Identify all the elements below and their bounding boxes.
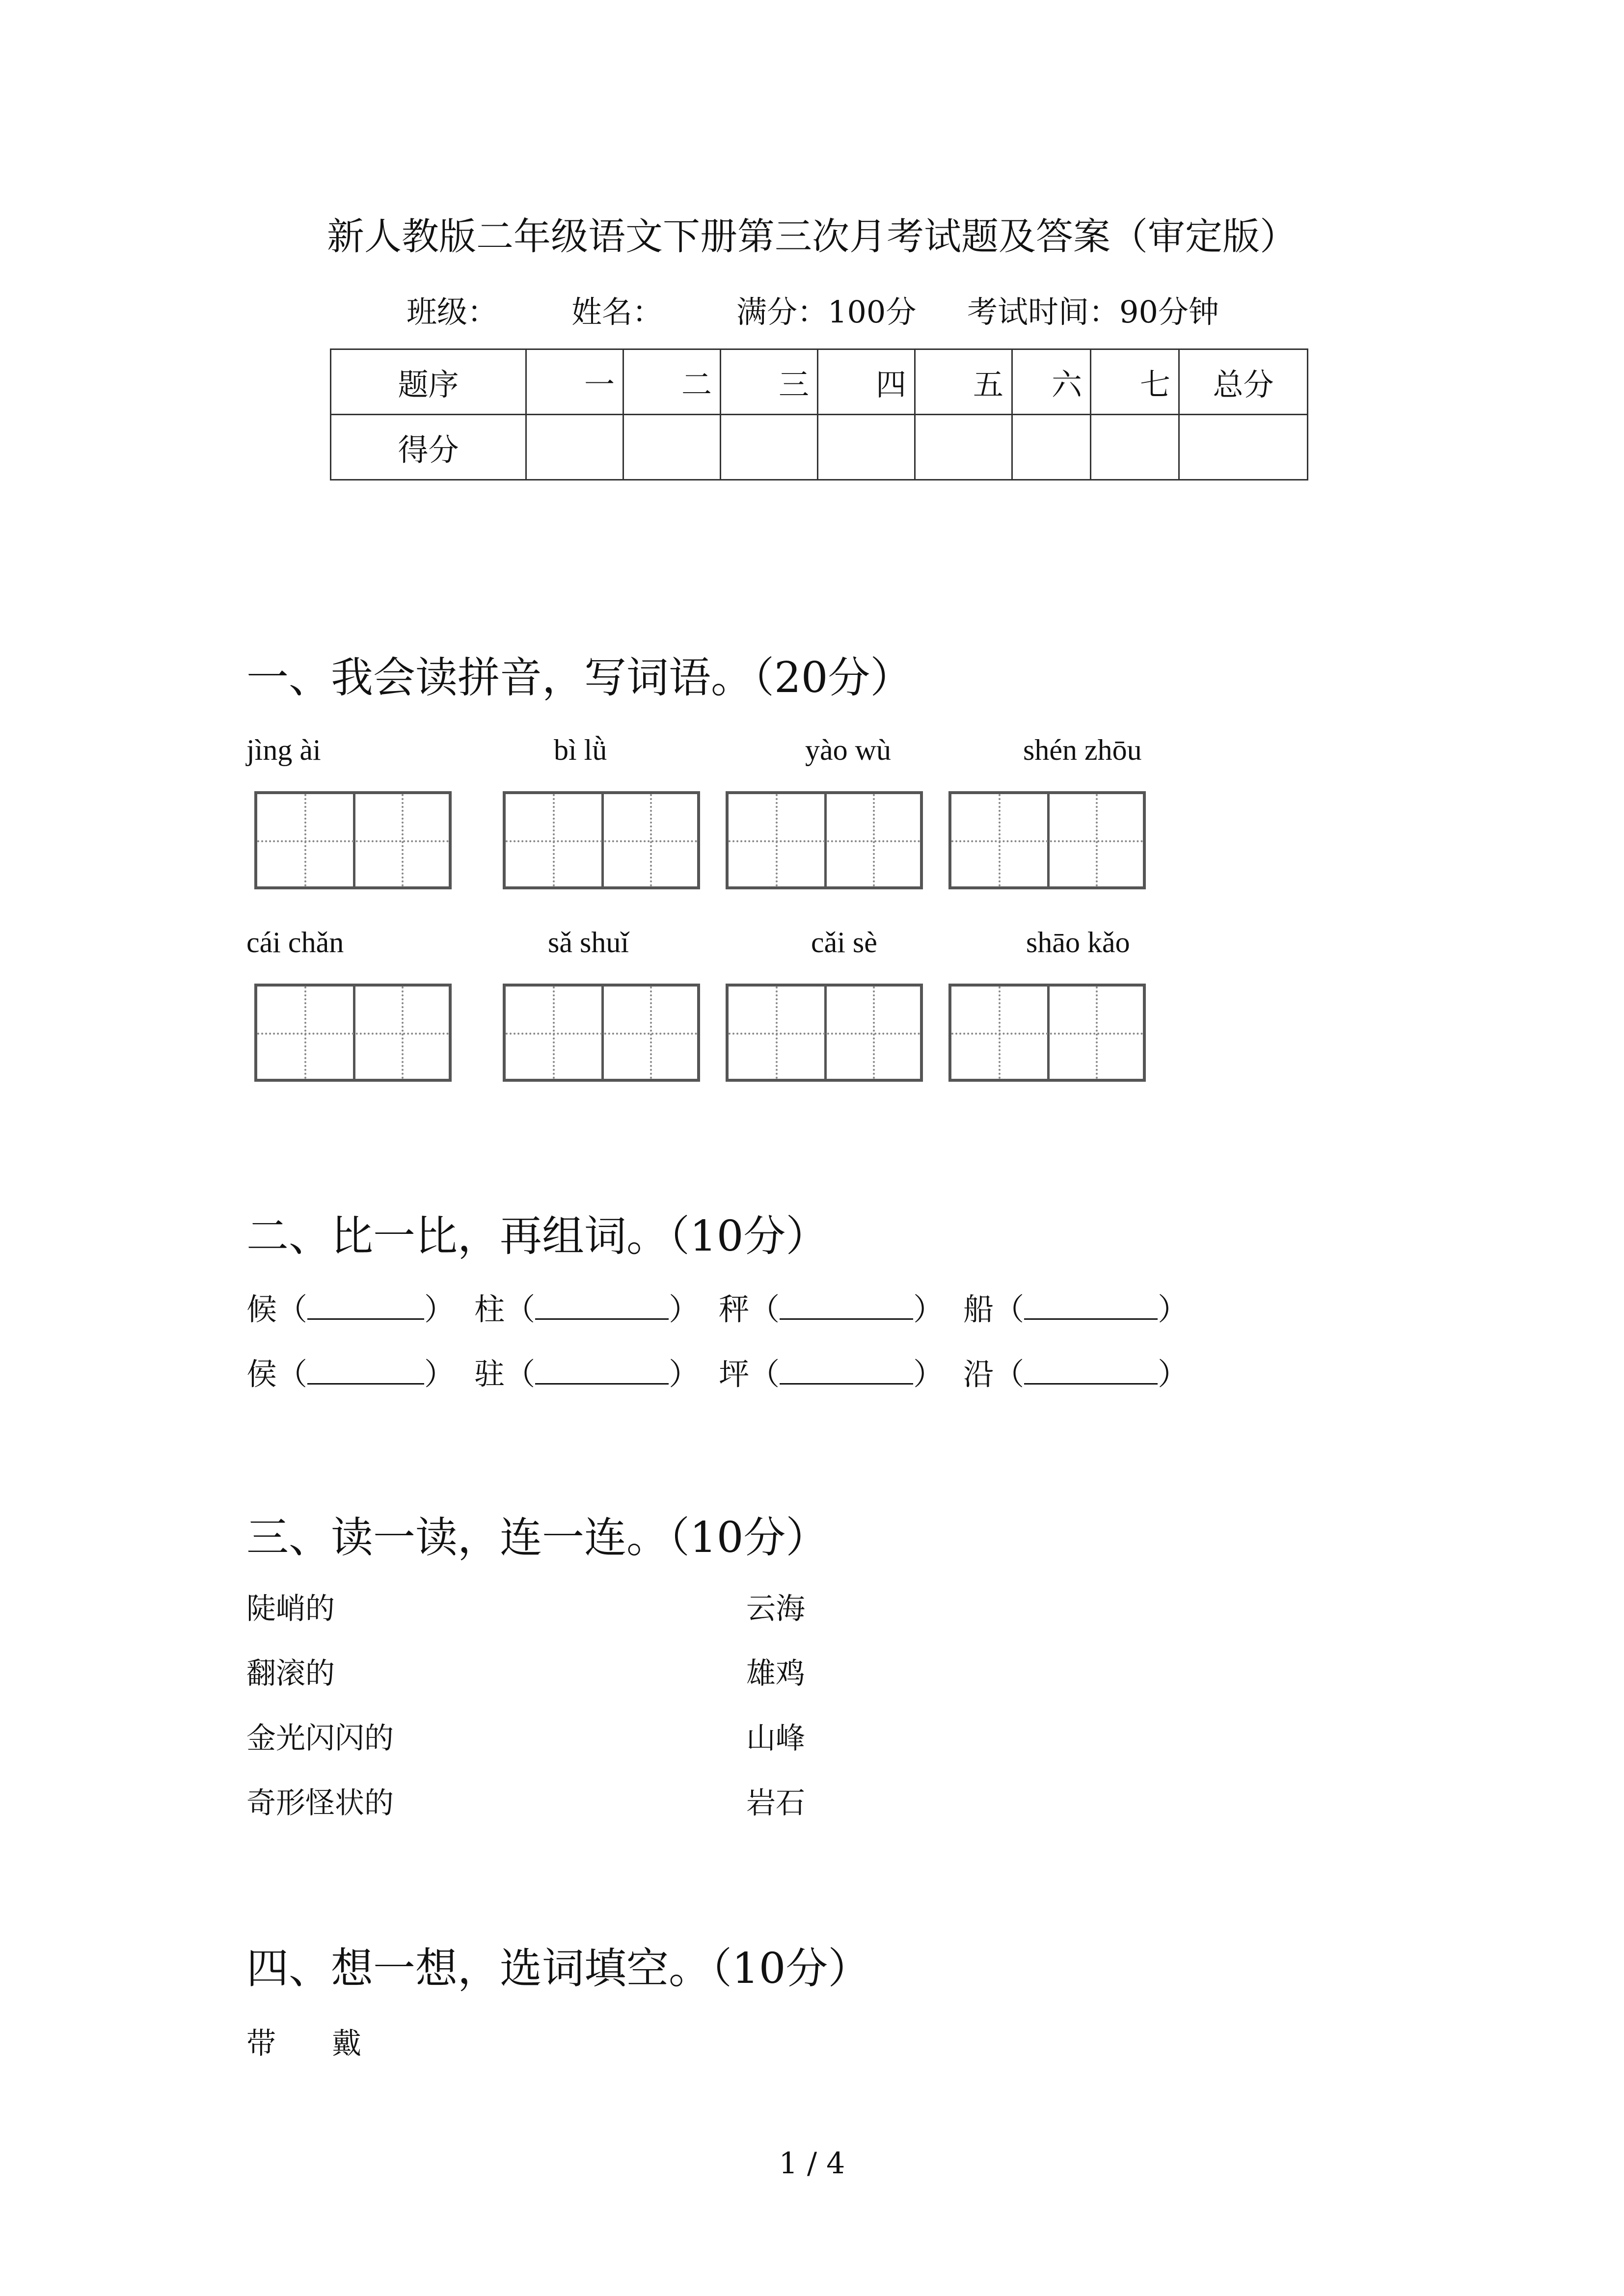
section-3-title: 三、读一读，连一连。（10分） (246, 1513, 828, 1562)
char-2: 柱 (474, 1291, 505, 1327)
col-4: 四 (818, 349, 915, 415)
char-5: 侯 (246, 1356, 277, 1392)
answer-blank[interactable] (1024, 1289, 1158, 1320)
col-1: 一 (526, 349, 623, 415)
score-table (330, 348, 1308, 481)
total-label: 总分 (1179, 349, 1308, 415)
pinyin-2: bì lǜ (554, 734, 607, 766)
name-label: 姓名： (571, 294, 663, 330)
writing-grid[interactable] (948, 984, 1146, 1082)
col-6: 六 (1012, 349, 1091, 415)
score-cell[interactable] (1179, 415, 1308, 480)
match-left-2[interactable]: 翻滚的 (246, 1656, 335, 1691)
paren-open: （ (277, 1356, 308, 1392)
section-2-title: 二、比一比，再组词。（10分） (246, 1212, 828, 1261)
paren-open: （ (994, 1291, 1025, 1327)
score-label: 得分 (331, 415, 526, 480)
pinyin-4: shén zhōu (1023, 734, 1142, 766)
pinyin-6: sǎ shuǐ (548, 926, 629, 959)
writing-grid[interactable] (726, 791, 923, 889)
score-cell[interactable] (721, 415, 818, 480)
class-label: 班级： (406, 294, 498, 330)
word-option-1: 带 (246, 2027, 276, 2061)
writing-grid[interactable] (503, 791, 700, 889)
paren-close: ） (424, 1291, 455, 1327)
word-option-2: 戴 (332, 2027, 361, 2061)
answer-blank[interactable] (535, 1289, 669, 1320)
score-cell[interactable] (915, 415, 1012, 480)
pinyin-7: cǎi sè (811, 926, 877, 959)
pinyin-5: cái chǎn (246, 926, 344, 959)
paren-close: ） (913, 1291, 944, 1327)
writing-grid[interactable] (948, 791, 1146, 889)
answer-blank[interactable] (1024, 1354, 1158, 1385)
paren-close: ） (669, 1356, 700, 1392)
writing-grid[interactable] (254, 791, 452, 889)
answer-blank[interactable] (780, 1354, 913, 1385)
paren-close: ） (1158, 1291, 1189, 1327)
answer-blank[interactable] (307, 1354, 424, 1385)
answer-blank[interactable] (780, 1289, 913, 1320)
score-table-header-row (331, 349, 1308, 415)
answer-blank[interactable] (307, 1289, 424, 1320)
score-cell[interactable] (623, 415, 721, 480)
match-right-1[interactable]: 云海 (746, 1592, 805, 1626)
paren-close: ） (669, 1291, 700, 1327)
paren-open: （ (749, 1291, 780, 1327)
paren-open: （ (749, 1356, 780, 1392)
char-3: 秤 (719, 1291, 750, 1327)
pinyin-3: yào wù (805, 734, 891, 766)
match-right-4[interactable]: 岩石 (746, 1786, 805, 1820)
section-4-title: 四、想一想，选词填空。（10分） (246, 1944, 870, 1993)
score-cell[interactable] (1012, 415, 1091, 480)
full-score-label: 满分：100分 (736, 294, 917, 330)
score-cell[interactable] (1091, 415, 1179, 480)
paren-close: ） (1158, 1356, 1189, 1392)
match-left-4[interactable]: 奇形怪状的 (246, 1786, 394, 1820)
writing-grid[interactable] (254, 984, 452, 1082)
writing-grid[interactable] (503, 984, 700, 1082)
page-number: 1 / 4 (779, 2146, 845, 2181)
char-4: 船 (963, 1291, 994, 1327)
char-6: 驻 (474, 1356, 505, 1392)
pinyin-1: jìng ài (246, 734, 321, 766)
col-2: 二 (623, 349, 721, 415)
paren-open: （ (505, 1356, 536, 1392)
match-right-2[interactable]: 雄鸡 (746, 1656, 805, 1691)
score-cell[interactable] (818, 415, 915, 480)
paren-open: （ (277, 1291, 308, 1327)
answer-blank[interactable] (535, 1354, 669, 1385)
paren-close: ） (913, 1356, 944, 1392)
col-3: 三 (721, 349, 818, 415)
paren-close: ） (424, 1356, 455, 1392)
paren-open: （ (994, 1356, 1025, 1392)
col-5: 五 (915, 349, 1012, 415)
col-7: 七 (1091, 349, 1179, 415)
score-table-score-row (331, 415, 1308, 480)
match-left-3[interactable]: 金光闪闪的 (246, 1721, 394, 1756)
char-7: 坪 (719, 1356, 750, 1392)
section-1-title: 一、我会读拼音，写词语。（20分） (246, 653, 913, 702)
order-label: 题序 (331, 349, 526, 415)
word-row-2 (246, 1354, 1188, 1394)
writing-grid[interactable] (726, 984, 923, 1082)
exam-time-label: 考试时间：90分钟 (967, 294, 1219, 330)
pinyin-8: shāo kǎo (1026, 926, 1130, 959)
paren-open: （ (505, 1291, 536, 1327)
word-row-1 (246, 1289, 1188, 1329)
char-8: 沿 (963, 1356, 994, 1392)
page-title: 新人教版二年级语文下册第三次月考试题及答案（审定版） (327, 214, 1297, 258)
match-left-1[interactable]: 陡峭的 (246, 1592, 335, 1626)
match-right-3[interactable]: 山峰 (746, 1721, 805, 1756)
score-cell[interactable] (526, 415, 623, 480)
char-1: 候 (246, 1291, 277, 1327)
